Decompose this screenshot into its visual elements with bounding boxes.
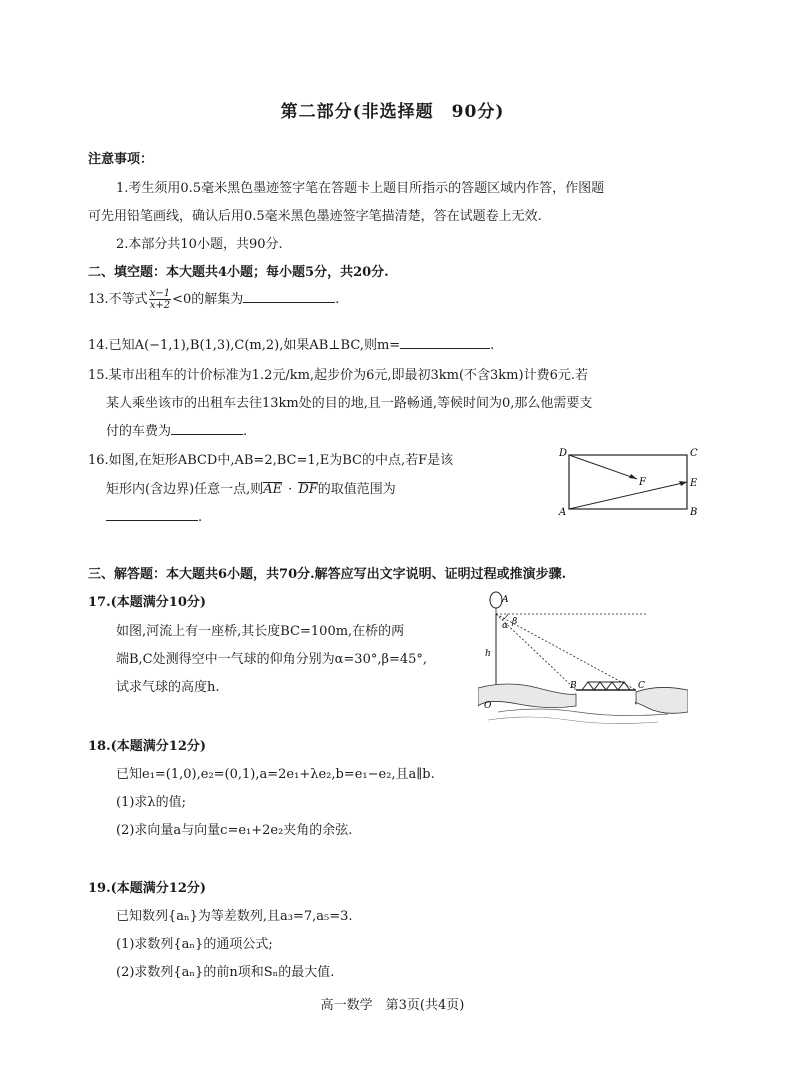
q15-answer-blank[interactable]	[171, 420, 243, 435]
page-footer: 高一数学 第3页(共4页)	[320, 998, 465, 1013]
bridge-truss	[582, 682, 630, 690]
q17-header: 17.(本题满分10分)	[88, 595, 207, 610]
question-13	[88, 288, 339, 311]
label-f: F	[639, 477, 646, 488]
q17-line1: 如图,河流上有一座桥,其长度BC=100m,在桥的两	[116, 624, 405, 639]
q13-prefix: 13.不等式	[88, 292, 148, 307]
label-b-bridge: B	[570, 681, 577, 691]
label-h: h	[485, 649, 491, 659]
q16-arrow-e	[679, 481, 687, 486]
q13-fraction	[149, 288, 171, 311]
label-e: E	[690, 478, 698, 489]
notes-item1-line1: 1.考生须用0.5毫米黑色墨迹签字笔在答题卡上题目所指示的答题区域内作答，作图题	[116, 181, 605, 196]
q15-line3-text: 付的车费为	[106, 424, 172, 439]
q15-line1: 15.某市出租车的计价标准为1.2元/km,起步价为6元,即最初3km(不含3km)计费6元.若	[88, 368, 588, 383]
q15-end: .	[243, 424, 248, 439]
river-bank-right	[635, 687, 688, 713]
label-o: O	[484, 701, 492, 711]
q14-answer-blank[interactable]	[400, 334, 490, 349]
q16-rectangle	[569, 455, 687, 509]
question-14	[88, 334, 494, 353]
q15-line2: 某人乘坐该市的出租车去往13km处的目的地,且一路畅通,等候时间为0,那么他需要支	[106, 396, 593, 411]
q19-header: 19.(本题满分12分)	[88, 881, 207, 896]
label-beta: β	[512, 617, 518, 627]
q18-line2: (1)求λ的值;	[116, 795, 187, 810]
label-d: D	[559, 448, 568, 459]
river-bank-left	[478, 684, 576, 708]
q17-line2: 端B,C处测得空中一气球的仰角分别为α=30°,β=45°,	[116, 652, 428, 667]
q16-answer-blank[interactable]	[106, 506, 198, 521]
q17-balloon-bridge-figure	[478, 588, 688, 728]
q19-line1: 已知数列{aₙ}为等差数列,且a₃=7,a₅=3.	[116, 909, 353, 924]
section2-heading: 二、填空题：本大题共4小题；每小题5分，共20分.	[88, 265, 389, 280]
q19-line3: (2)求数列{aₙ}的前n项和Sₙ的最大值.	[116, 965, 335, 980]
q16-vector-ae: AE	[263, 482, 283, 497]
q13-frac-num: x−1	[149, 288, 171, 299]
river-water-line	[498, 709, 668, 716]
notes-item1-line2: 可先用铅笔画线，确认后用0.5毫米黑色墨迹签字笔描清楚，答在试题卷上无效.	[88, 209, 542, 224]
notes-item2: 2.本部分共10小题，共90分.	[116, 237, 283, 252]
label-c: C	[690, 448, 698, 459]
q16-arrow-f	[629, 474, 637, 479]
section3-heading: 三、解答题：本大题共6小题，共70分.解答应写出文字说明、证明过程或推演步骤.	[88, 567, 567, 582]
q16-vector-df-line	[569, 455, 637, 479]
q15-line3	[106, 420, 247, 439]
label-c-bridge: C	[638, 681, 645, 691]
q16-vector-df: DF	[298, 482, 318, 497]
balloon-icon	[490, 592, 502, 608]
q16-line1: 16.如图,在矩形ABCD中,AB=2,BC=1,E为BC的中点,若F是该	[88, 453, 454, 468]
q16-line2-prefix: 矩形内(含边界)任意一点,则	[106, 482, 264, 497]
q18-header: 18.(本题满分12分)	[88, 739, 207, 754]
q16-rectangle-figure	[555, 443, 705, 523]
q16-line3	[106, 506, 202, 525]
q18-line3: (2)求向量a与向量c=e₁+2e₂夹角的余弦.	[116, 823, 353, 838]
q14-end: .	[490, 338, 495, 353]
q13-suffix: <0的解集为	[172, 292, 244, 307]
label-a-balloon: A	[502, 595, 509, 605]
q13-answer-blank[interactable]	[243, 288, 335, 303]
label-alpha: α	[502, 621, 509, 631]
q14-text: 14.已知A(−1,1),B(1,3),C(m,2),如果AB⊥BC,则m=	[88, 338, 401, 353]
page-title: 第二部分(非选择题 90分)	[280, 102, 505, 122]
q16-vector-ae-line	[569, 482, 687, 509]
label-b: B	[690, 507, 698, 518]
q17-line3: 试求气球的高度h.	[116, 680, 220, 695]
q16-dot: ·	[288, 482, 293, 497]
label-a: A	[559, 507, 567, 518]
q18-line1: 已知e₁=(1,0),e₂=(0,1),a=2e₁+λe₂,b=e₁−e₂,且a∥b.	[116, 767, 435, 782]
q16-line2	[106, 478, 396, 497]
q16-line2-suffix: 的取值范围为	[317, 482, 396, 497]
q13-frac-den: x+2	[149, 300, 171, 311]
notes-heading: 注意事项：	[88, 152, 154, 167]
q16-end: .	[198, 510, 203, 525]
q13-end: .	[335, 292, 340, 307]
q19-line2: (1)求数列{aₙ}的通项公式;	[116, 937, 273, 952]
